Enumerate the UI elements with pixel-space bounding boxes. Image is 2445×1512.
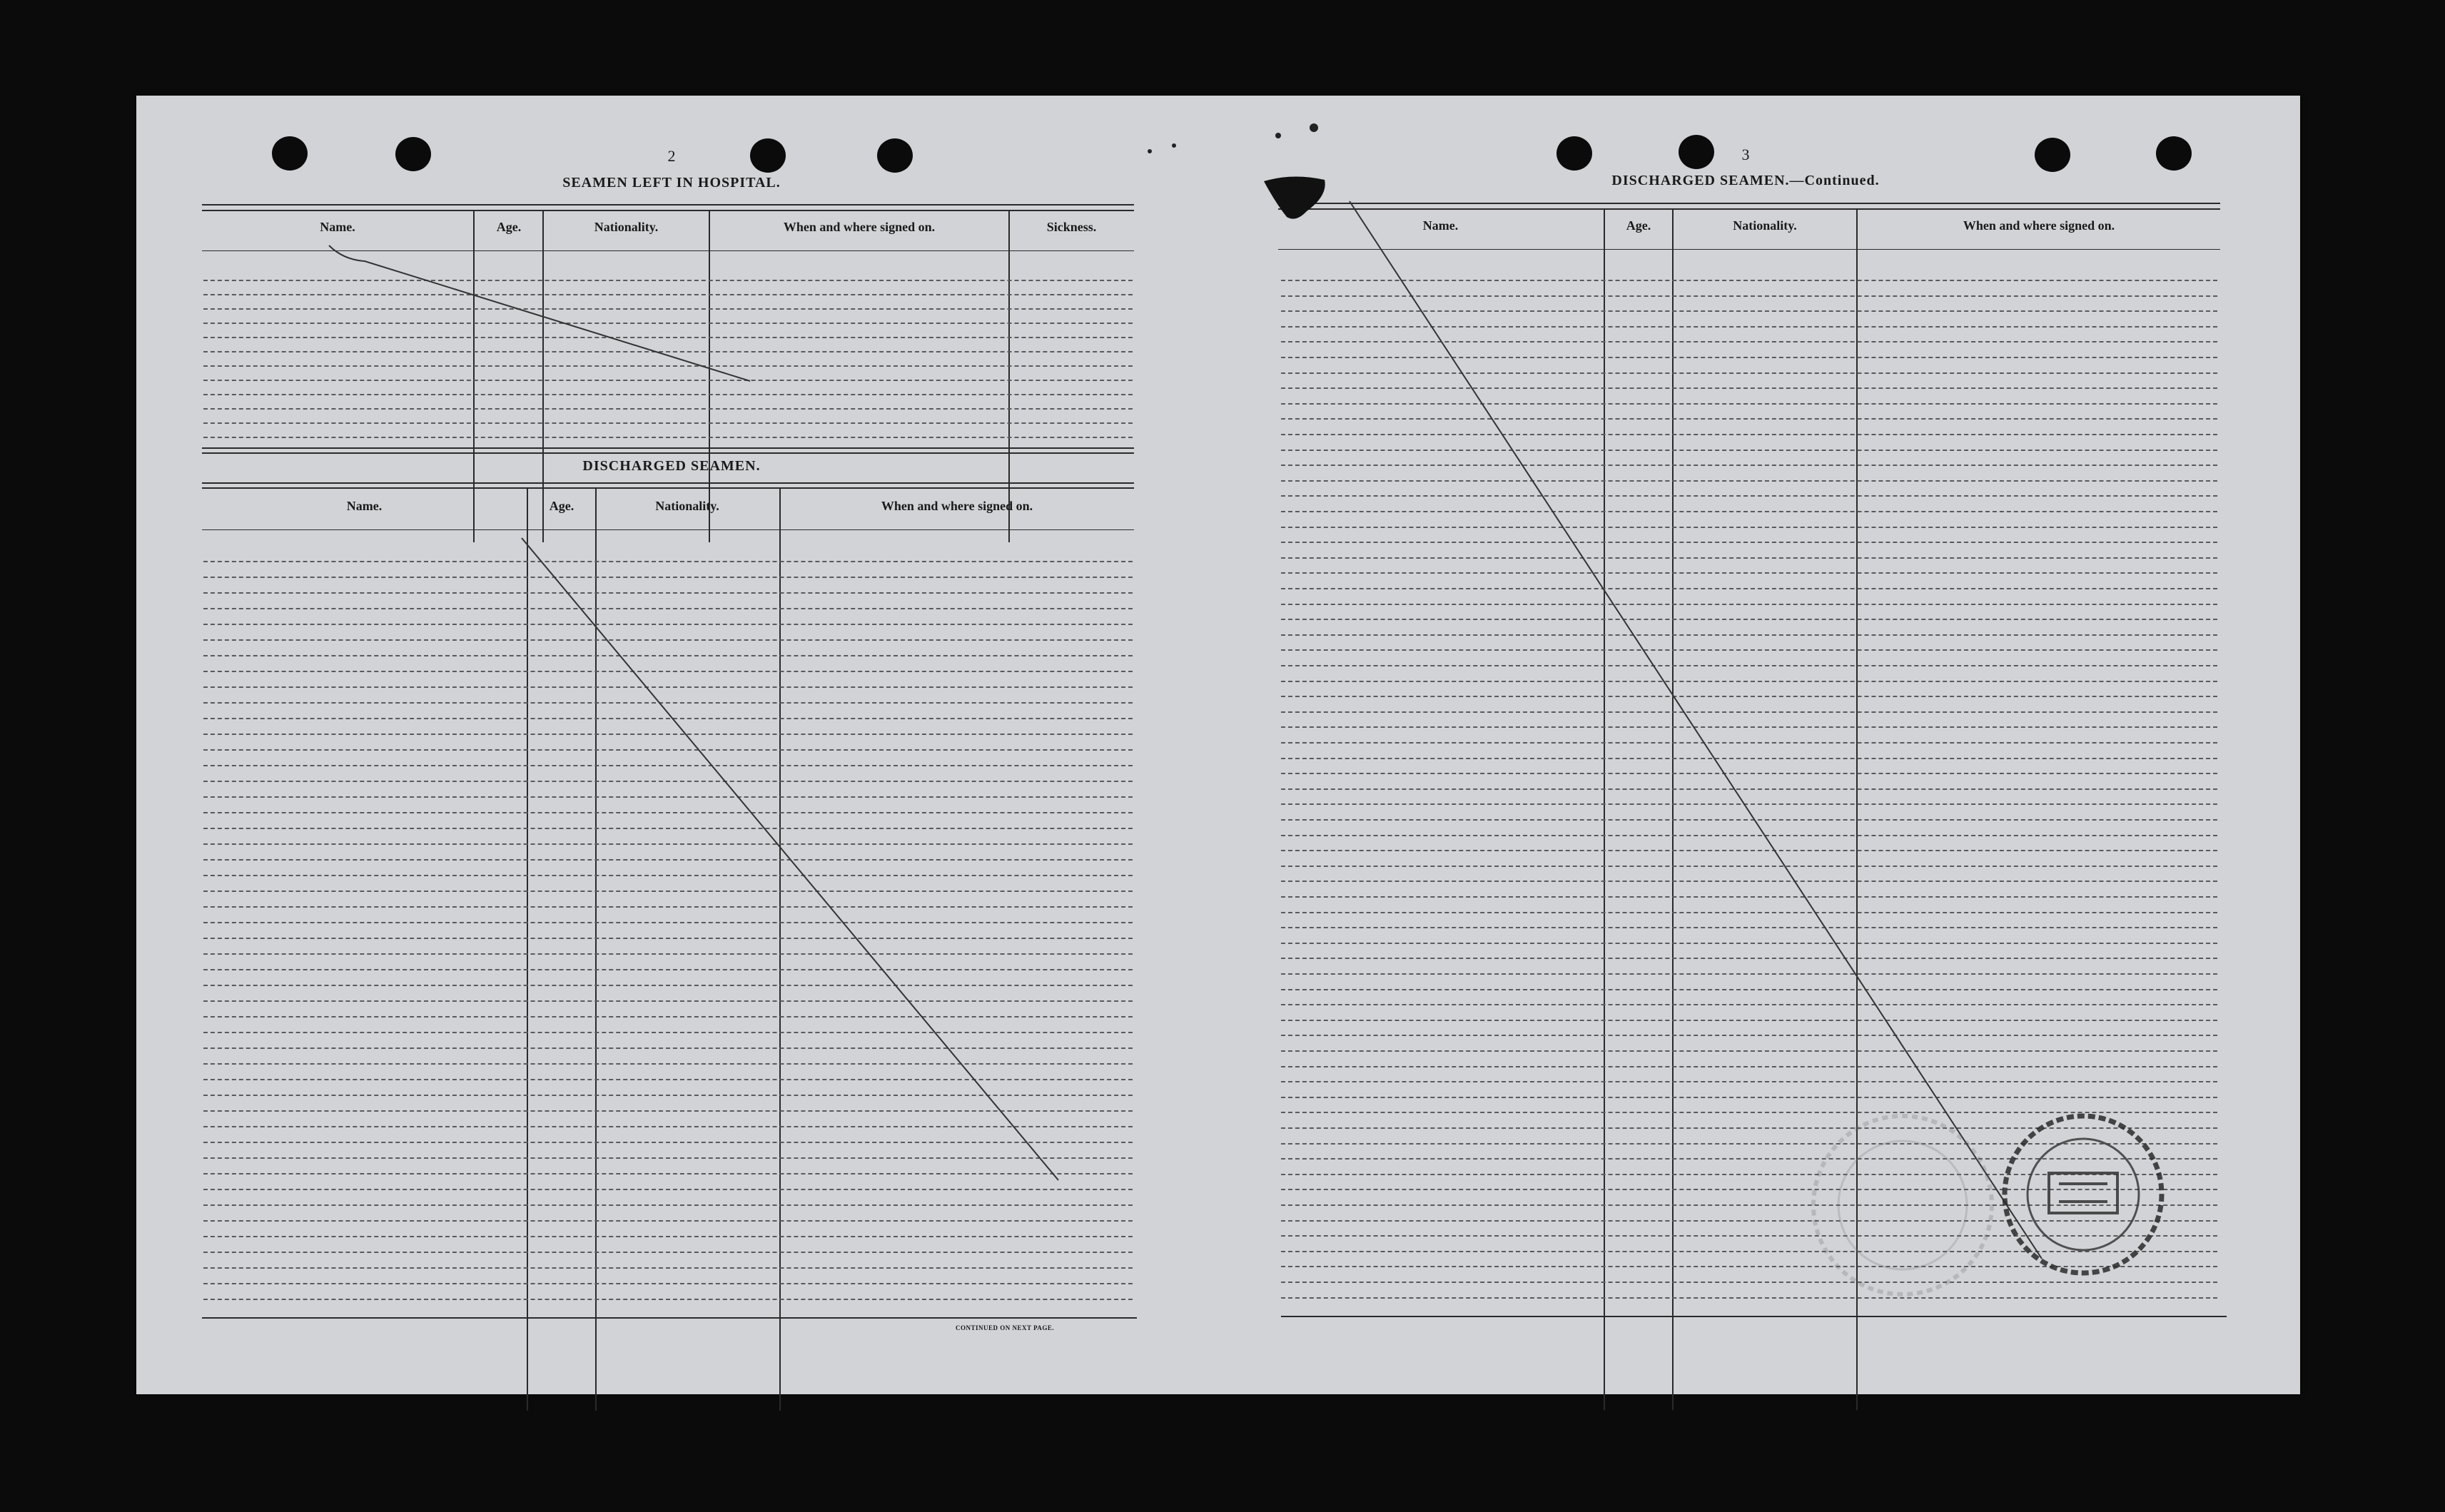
faded-stamp-icon	[1813, 1116, 1992, 1294]
markings-overlay	[136, 96, 2300, 1394]
hospital-cancel-stroke	[329, 245, 750, 381]
hospital-col-age: Age.	[496, 220, 522, 234]
hospital-col-sickness: Sickness.	[1046, 220, 1097, 234]
document-sheet	[136, 96, 2300, 1394]
hospital-col-name: Name.	[320, 220, 355, 234]
circular-postmark-stamp-icon	[2005, 1116, 2162, 1273]
discharged-col-signed-on: When and where signed on.	[881, 499, 1033, 513]
right-section-title: DISCHARGED SEAMEN.—Continued.	[1611, 173, 1880, 188]
hospital-section-title: SEAMEN LEFT IN HOSPITAL.	[562, 175, 781, 191]
right-page-number: 3	[1741, 146, 1750, 163]
discharged-col-nationality: Nationality.	[655, 499, 719, 513]
ink-blot-icon	[1264, 176, 1325, 218]
right-col-name: Name.	[1422, 218, 1459, 233]
right-col-signed-on: When and where signed on.	[1963, 218, 2115, 233]
discharged-col-age: Age.	[549, 499, 574, 513]
ink-speck-icon	[1148, 149, 1152, 153]
ink-speck-icon	[1172, 143, 1176, 148]
hospital-col-nationality: Nationality.	[594, 220, 659, 234]
hospital-col-signed-on: When and where signed on.	[783, 220, 936, 234]
ink-speck-icon	[1275, 133, 1281, 138]
right-col-age: Age.	[1626, 218, 1651, 233]
discharged-cancel-stroke	[522, 538, 1058, 1180]
discharged-col-name: Name.	[346, 499, 383, 513]
continued-note: CONTINUED ON NEXT PAGE.	[956, 1324, 1055, 1331]
left-page-number: 2	[667, 147, 676, 165]
right-col-nationality: Nationality.	[1733, 218, 1797, 233]
ink-speck-icon	[1310, 123, 1318, 132]
discharged-section-title: DISCHARGED SEAMEN.	[582, 458, 761, 474]
right-cancel-stroke	[1350, 201, 2042, 1259]
